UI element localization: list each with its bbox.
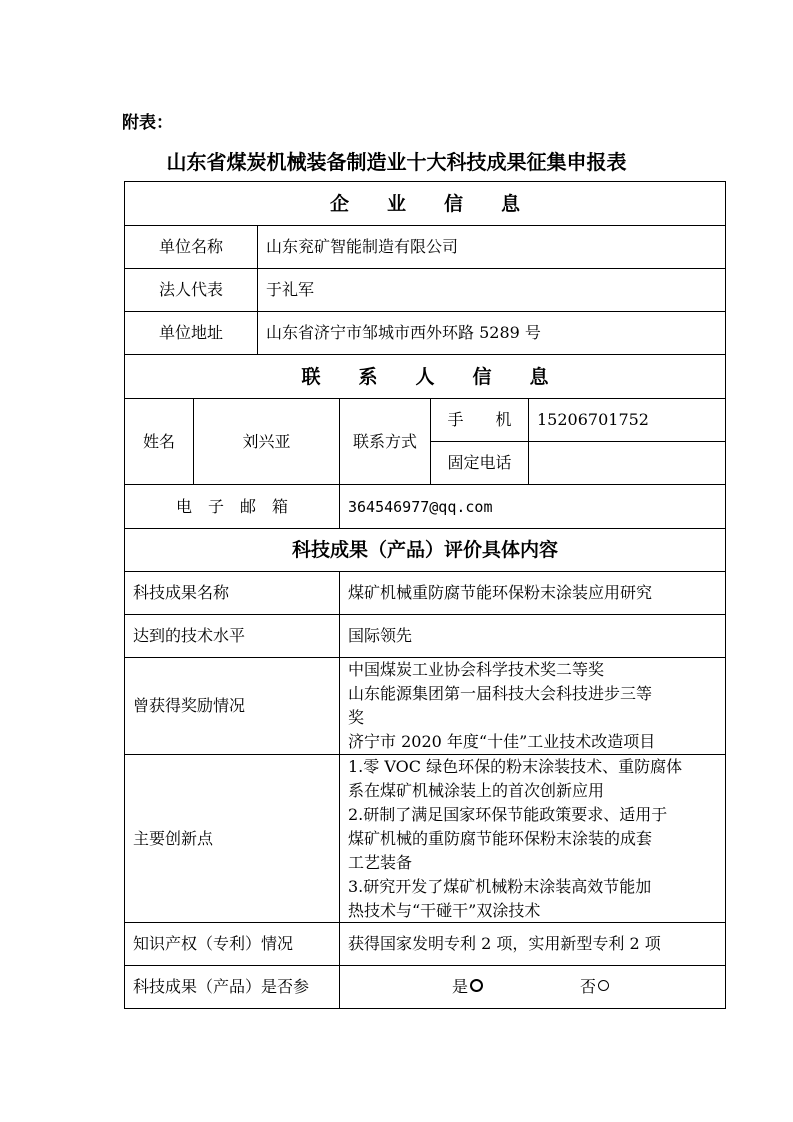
no-option[interactable] <box>580 976 609 998</box>
email-label: 电 子 邮 箱 <box>175 496 288 516</box>
participate-label: 科技成果（产品）是否参 <box>133 977 310 996</box>
landline-value <box>529 442 725 484</box>
innovation-label: 主要创新点 <box>133 828 214 848</box>
tech-level-label: 达到的技术水平 <box>133 626 246 645</box>
table-border <box>124 1008 725 1009</box>
company-address-label: 单位地址 <box>158 323 223 342</box>
no-label: 否 <box>580 977 597 996</box>
achievement-title-value: 煤矿机械重防腐节能环保粉末涂装应用研究 <box>348 583 653 602</box>
company-name-label: 单位名称 <box>158 237 223 256</box>
achievement-title-label: 科技成果名称 <box>133 583 230 602</box>
radio-selected-icon[interactable] <box>470 979 483 992</box>
innovation-line: 工艺装备 <box>348 853 413 872</box>
appendix-label: 附表： <box>122 113 173 133</box>
ip-value: 获得国家发明专利 2 项，实用新型专利 2 项 <box>348 934 661 953</box>
company-address-value: 山东省济宁市邹城市西外环路 5289 号 <box>266 323 541 342</box>
ip-label: 知识产权（专利）情况 <box>133 934 294 953</box>
award-line: 济宁市 2020 年度“十佳”工业技术改造项目 <box>348 732 656 751</box>
award-line: 中国煤炭工业协会科学技术奖二等奖 <box>348 660 605 679</box>
contact-name-value: 刘兴亚 <box>242 431 291 451</box>
mobile-value: 15206701752 <box>537 410 649 429</box>
legal-rep-label: 法人代表 <box>158 280 223 299</box>
yes-label: 是 <box>452 977 469 996</box>
innovation-line: 2.研制了满足国家环保节能政策要求、适用于 <box>348 805 668 824</box>
mobile-label: 手 机 <box>447 410 512 429</box>
contact-method-label: 联系方式 <box>352 431 417 451</box>
company-name-value: 山东兖矿智能制造有限公司 <box>266 237 459 256</box>
section-achievement: 科技成果（产品）评价具体内容 <box>291 539 558 561</box>
innovation-line: 热技术与“干碰干”双涂技术 <box>348 901 541 920</box>
innovation-line: 煤矿机械的重防腐节能环保粉末涂装的成套 <box>348 829 653 848</box>
award-line: 奖 <box>348 708 365 727</box>
section-contact-info: 联 系 人 信 息 <box>301 365 549 388</box>
award-line: 山东能源集团第一届科技大会科技进步三等 <box>348 684 653 703</box>
radio-empty-icon[interactable] <box>598 980 609 991</box>
tech-level-value: 国际领先 <box>348 626 413 645</box>
email-value: 364546977@qq.com <box>348 497 493 516</box>
contact-name-label: 姓名 <box>142 431 175 451</box>
legal-rep-value: 于礼军 <box>266 280 315 299</box>
landline-label: 固定电话 <box>447 453 512 472</box>
yes-option[interactable] <box>452 976 483 998</box>
innovation-line: 系在煤矿机械涂装上的首次创新应用 <box>348 781 605 800</box>
section-company-info: 企 业 信 息 <box>329 192 520 215</box>
table-border <box>725 181 726 1009</box>
document-title: 山东省煤炭机械装备制造业十大科技成果征集申报表 <box>166 150 627 174</box>
innovation-line: 3.研究开发了煤矿机械粉末涂装高效节能加 <box>348 877 652 896</box>
awards-label: 曾获得奖励情况 <box>133 696 246 715</box>
participate-options <box>340 966 725 1008</box>
innovation-line: 1.零 VOC 绿色环保的粉末涂装技术、重防腐体 <box>348 757 683 776</box>
awards-list <box>340 658 725 754</box>
innovation-list <box>340 755 725 922</box>
